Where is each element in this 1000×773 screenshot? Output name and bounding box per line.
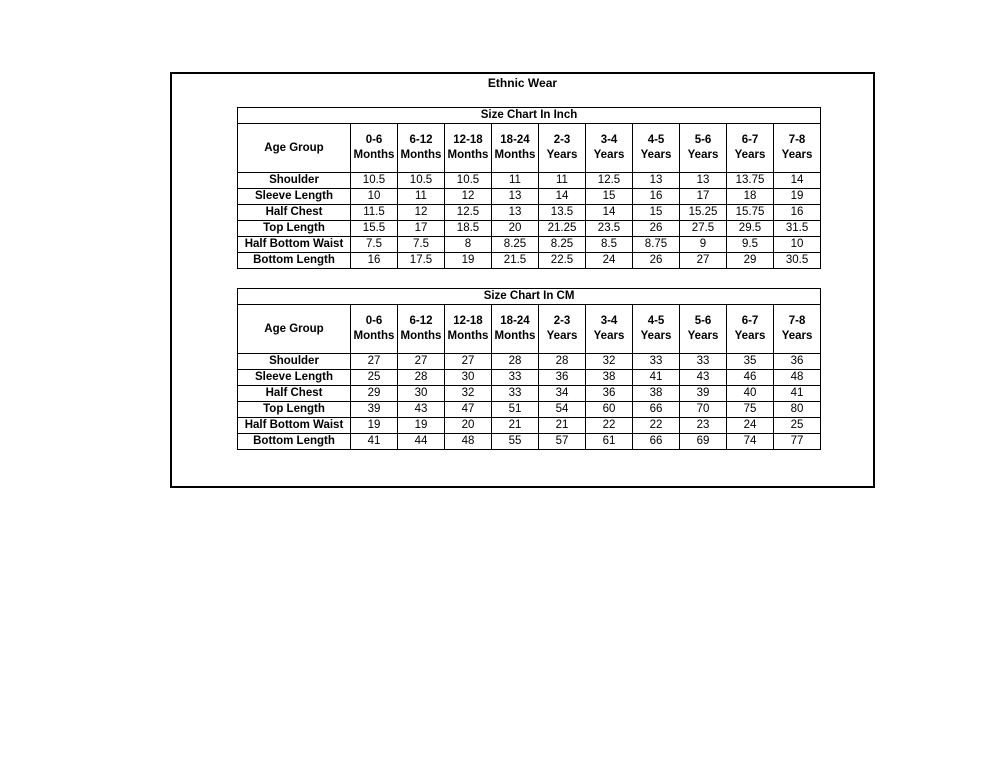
measurement-value: 11.5	[351, 205, 398, 221]
measurement-value: 33	[492, 370, 539, 386]
measurement-value: 36	[586, 386, 633, 402]
age-group-header	[398, 124, 445, 173]
measurement-label: Half Bottom Waist	[238, 418, 351, 434]
measurement-value: 44	[398, 434, 445, 450]
measurement-value: 15	[633, 205, 680, 221]
age-group-header	[680, 124, 727, 173]
measurement-value: 23	[680, 418, 727, 434]
measurement-value: 15.25	[680, 205, 727, 221]
table-row	[238, 354, 821, 370]
measurement-value: 75	[727, 402, 774, 418]
age-range: 4-5	[647, 134, 665, 146]
measurement-value: 30	[445, 370, 492, 386]
measurement-value: 7.5	[398, 237, 445, 253]
table-row	[238, 221, 821, 237]
age-unit: Years	[546, 330, 578, 342]
measurement-value: 19	[398, 418, 445, 434]
measurement-value: 13.75	[727, 173, 774, 189]
measurement-value: 36	[539, 370, 586, 386]
measurement-value: 13	[633, 173, 680, 189]
measurement-value: 30.5	[774, 253, 821, 269]
table-row	[238, 402, 821, 418]
measurement-value: 8.5	[586, 237, 633, 253]
measurement-value: 8.75	[633, 237, 680, 253]
measurement-label: Top Length	[238, 221, 351, 237]
measurement-value: 27	[680, 253, 727, 269]
age-unit: Years	[734, 330, 766, 342]
age-unit: Months	[447, 149, 489, 161]
measurement-value: 60	[586, 402, 633, 418]
measurement-value: 10	[774, 237, 821, 253]
age-group-header	[680, 305, 727, 354]
age-unit: Years	[593, 149, 625, 161]
table-row	[238, 386, 821, 402]
measurement-value: 33	[492, 386, 539, 402]
measurement-value: 20	[445, 418, 492, 434]
age-group-header	[633, 305, 680, 354]
age-group-header-row	[238, 305, 821, 354]
measurement-label: Top Length	[238, 402, 351, 418]
measurement-value: 29	[727, 253, 774, 269]
measurement-value: 33	[680, 354, 727, 370]
measurement-label: Bottom Length	[238, 434, 351, 450]
measurement-value: 27	[398, 354, 445, 370]
measurement-label: Half Chest	[238, 386, 351, 402]
measurement-value: 19	[774, 189, 821, 205]
age-group-header	[633, 124, 680, 173]
measurement-value: 57	[539, 434, 586, 450]
measurement-value: 41	[633, 370, 680, 386]
table-row	[238, 370, 821, 386]
age-unit: Months	[494, 149, 536, 161]
measurement-value: 36	[774, 354, 821, 370]
age-range: 0-6	[365, 134, 383, 146]
measurement-value: 21.5	[492, 253, 539, 269]
measurement-value: 17	[680, 189, 727, 205]
age-unit: Months	[400, 149, 442, 161]
age-range: 6-12	[409, 134, 433, 146]
age-range: 18-24	[500, 315, 530, 327]
table-caption: Size Chart In CM	[238, 289, 821, 305]
measurement-value: 41	[774, 386, 821, 402]
age-range: 4-5	[647, 315, 665, 327]
measurement-value: 11	[398, 189, 445, 205]
measurement-value: 14	[586, 205, 633, 221]
measurement-value: 43	[680, 370, 727, 386]
measurement-value: 66	[633, 434, 680, 450]
age-group-header	[539, 305, 586, 354]
document-title: Ethnic Wear	[487, 76, 558, 90]
measurement-value: 13	[492, 205, 539, 221]
age-group-header	[774, 124, 821, 173]
measurement-value: 35	[727, 354, 774, 370]
age-unit: Years	[640, 330, 672, 342]
age-group-header	[351, 124, 398, 173]
measurement-label: Sleeve Length	[238, 189, 351, 205]
measurement-value: 70	[680, 402, 727, 418]
measurement-value: 74	[727, 434, 774, 450]
measurement-value: 25	[351, 370, 398, 386]
measurement-value: 39	[680, 386, 727, 402]
size-chart-cm-body	[238, 289, 821, 450]
table-row	[238, 434, 821, 450]
measurement-value: 34	[539, 386, 586, 402]
age-unit: Years	[781, 149, 813, 161]
measurement-value: 10.5	[351, 173, 398, 189]
table-row	[238, 237, 821, 253]
measurement-value: 12.5	[586, 173, 633, 189]
measurement-value: 30	[398, 386, 445, 402]
table-row	[238, 253, 821, 269]
age-unit: Years	[734, 149, 766, 161]
measurement-value: 24	[727, 418, 774, 434]
size-chart-inch-body	[238, 108, 821, 269]
table-caption: Size Chart In Inch	[238, 108, 821, 124]
measurement-value: 38	[633, 386, 680, 402]
measurement-value: 29.5	[727, 221, 774, 237]
measurement-value: 14	[539, 189, 586, 205]
measurement-value: 40	[727, 386, 774, 402]
measurement-label: Shoulder	[238, 173, 351, 189]
measurement-value: 46	[727, 370, 774, 386]
age-range: 18-24	[500, 134, 530, 146]
age-range: 3-4	[600, 134, 618, 146]
measurement-label: Bottom Length	[238, 253, 351, 269]
measurement-value: 48	[774, 370, 821, 386]
measurement-value: 12.5	[445, 205, 492, 221]
table-row	[238, 189, 821, 205]
measurement-value: 15.75	[727, 205, 774, 221]
measurement-value: 10.5	[398, 173, 445, 189]
measurement-value: 27	[351, 354, 398, 370]
measurement-value: 28	[492, 354, 539, 370]
measurement-value: 28	[398, 370, 445, 386]
measurement-value: 13	[680, 173, 727, 189]
measurement-value: 15	[586, 189, 633, 205]
age-group-header	[586, 124, 633, 173]
measurement-value: 80	[774, 402, 821, 418]
age-group-header	[774, 305, 821, 354]
caption-row	[238, 108, 821, 124]
measurement-label: Shoulder	[238, 354, 351, 370]
measurement-value: 32	[586, 354, 633, 370]
age-range: 5-6	[694, 134, 712, 146]
measurement-value: 24	[586, 253, 633, 269]
measurement-value: 15.5	[351, 221, 398, 237]
measurement-value: 61	[586, 434, 633, 450]
measurement-value: 16	[633, 189, 680, 205]
measurement-value: 29	[351, 386, 398, 402]
age-range: 6-7	[741, 134, 759, 146]
measurement-value: 11	[539, 173, 586, 189]
age-range: 0-6	[365, 315, 383, 327]
measurement-value: 26	[633, 221, 680, 237]
age-range: 7-8	[788, 315, 806, 327]
measurement-value: 22	[586, 418, 633, 434]
measurement-value: 54	[539, 402, 586, 418]
table-row	[238, 205, 821, 221]
age-unit: Years	[687, 330, 719, 342]
measurement-value: 8.25	[492, 237, 539, 253]
measurement-value: 16	[351, 253, 398, 269]
measurement-value: 13.5	[539, 205, 586, 221]
age-group-header	[398, 305, 445, 354]
measurement-value: 10	[351, 189, 398, 205]
measurement-value: 13	[492, 189, 539, 205]
measurement-value: 9.5	[727, 237, 774, 253]
measurement-value: 21	[539, 418, 586, 434]
measurement-value: 43	[398, 402, 445, 418]
measurement-value: 77	[774, 434, 821, 450]
age-group-header	[445, 305, 492, 354]
age-group-header	[445, 124, 492, 173]
measurement-value: 7.5	[351, 237, 398, 253]
measurement-value: 22.5	[539, 253, 586, 269]
age-range: 2-3	[553, 134, 571, 146]
measurement-value: 17.5	[398, 253, 445, 269]
measurement-value: 22	[633, 418, 680, 434]
measurement-value: 18	[727, 189, 774, 205]
measurement-value: 32	[445, 386, 492, 402]
size-chart-cm-table	[237, 288, 821, 450]
age-group-label: Age Group	[238, 305, 351, 354]
age-unit: Months	[494, 330, 536, 342]
age-unit: Years	[640, 149, 672, 161]
age-unit: Years	[687, 149, 719, 161]
table-row	[238, 173, 821, 189]
age-group-header	[492, 305, 539, 354]
measurement-value: 69	[680, 434, 727, 450]
measurement-value: 9	[680, 237, 727, 253]
measurement-value: 14	[774, 173, 821, 189]
age-unit: Years	[593, 330, 625, 342]
age-range: 2-3	[553, 315, 571, 327]
age-range: 5-6	[694, 315, 712, 327]
measurement-value: 47	[445, 402, 492, 418]
age-unit: Months	[400, 330, 442, 342]
measurement-value: 20	[492, 221, 539, 237]
age-unit: Years	[781, 330, 813, 342]
measurement-value: 38	[586, 370, 633, 386]
measurement-value: 8	[445, 237, 492, 253]
age-range: 12-18	[453, 315, 483, 327]
measurement-value: 12	[398, 205, 445, 221]
measurement-value: 12	[445, 189, 492, 205]
measurement-value: 39	[351, 402, 398, 418]
table-row	[238, 418, 821, 434]
measurement-value: 55	[492, 434, 539, 450]
measurement-value: 27.5	[680, 221, 727, 237]
age-group-header	[727, 124, 774, 173]
measurement-value: 66	[633, 402, 680, 418]
measurement-value: 21	[492, 418, 539, 434]
age-range: 3-4	[600, 315, 618, 327]
measurement-value: 28	[539, 354, 586, 370]
age-range: 12-18	[453, 134, 483, 146]
measurement-value: 41	[351, 434, 398, 450]
measurement-value: 17	[398, 221, 445, 237]
measurement-value: 11	[492, 173, 539, 189]
age-group-header	[539, 124, 586, 173]
age-unit: Years	[546, 149, 578, 161]
caption-row	[238, 289, 821, 305]
measurement-value: 8.25	[539, 237, 586, 253]
measurement-value: 31.5	[774, 221, 821, 237]
measurement-value: 23.5	[586, 221, 633, 237]
measurement-value: 18.5	[445, 221, 492, 237]
measurement-value: 21.25	[539, 221, 586, 237]
measurement-label: Half Chest	[238, 205, 351, 221]
age-group-header	[492, 124, 539, 173]
measurement-label: Sleeve Length	[238, 370, 351, 386]
measurement-value: 19	[445, 253, 492, 269]
size-chart-inch-table	[237, 107, 821, 269]
age-range: 7-8	[788, 134, 806, 146]
age-unit: Months	[447, 330, 489, 342]
age-range: 6-12	[409, 315, 433, 327]
age-group-header	[727, 305, 774, 354]
measurement-value: 33	[633, 354, 680, 370]
age-unit: Months	[353, 330, 395, 342]
age-group-header	[586, 305, 633, 354]
measurement-value: 10.5	[445, 173, 492, 189]
measurement-value: 25	[774, 418, 821, 434]
measurement-value: 19	[351, 418, 398, 434]
measurement-value: 26	[633, 253, 680, 269]
measurement-value: 27	[445, 354, 492, 370]
measurement-value: 16	[774, 205, 821, 221]
age-range: 6-7	[741, 315, 759, 327]
document-frame	[170, 72, 875, 488]
measurement-label: Half Bottom Waist	[238, 237, 351, 253]
measurement-value: 51	[492, 402, 539, 418]
age-unit: Months	[353, 149, 395, 161]
age-group-header-row	[238, 124, 821, 173]
age-group-label: Age Group	[238, 124, 351, 173]
age-group-header	[351, 305, 398, 354]
measurement-value: 48	[445, 434, 492, 450]
